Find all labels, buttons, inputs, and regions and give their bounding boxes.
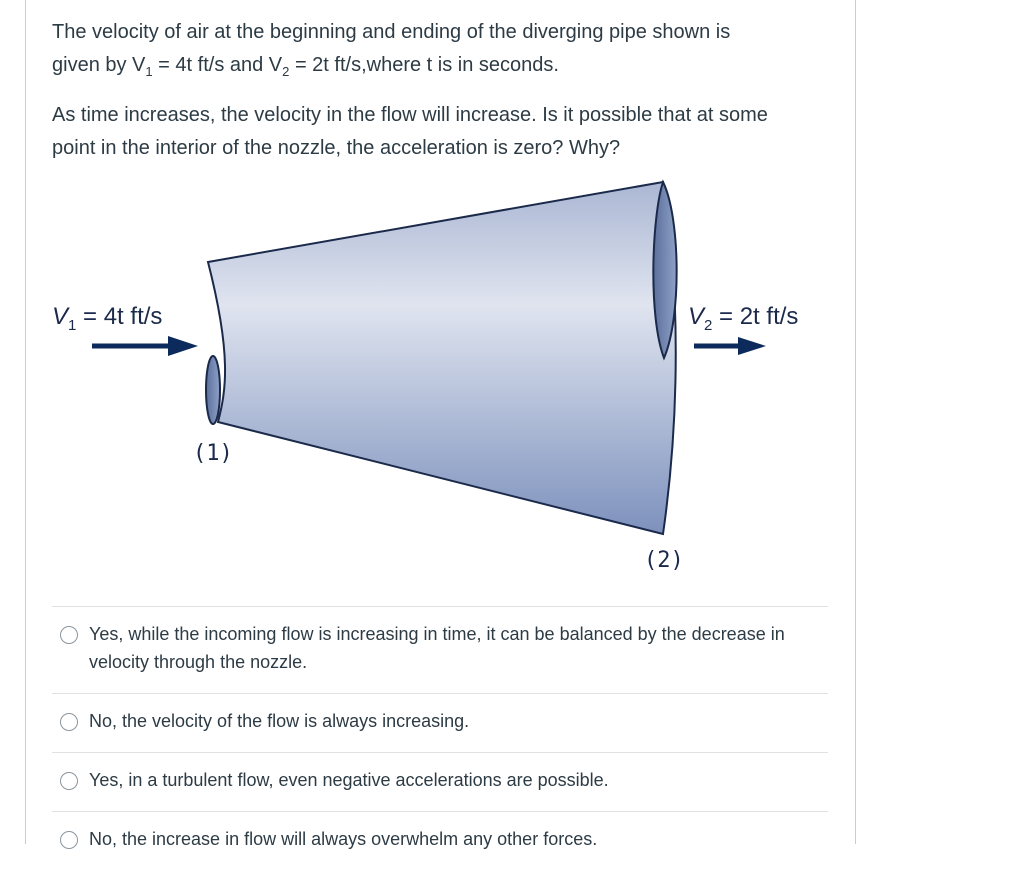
answer-option[interactable] — [52, 811, 828, 870]
answer-list — [52, 606, 828, 870]
question-line-1: The velocity of air at the beginning and ending of the diverging pipe shown is — [52, 21, 731, 43]
pipe-body — [208, 182, 676, 534]
diverging-pipe-figure — [40, 176, 840, 586]
question-intro — [52, 16, 812, 88]
v1-subscript: 1 — [145, 64, 153, 79]
radio-button[interactable] — [60, 772, 78, 790]
question-line-2-mid: = 4t ft/s and V — [152, 54, 283, 76]
answer-label: Yes, while the incoming flow is increasing in time, it can be balanced by the decrease in velocity through the nozzle. — [89, 624, 785, 672]
question-prompt: As time increases, the velocity in the flow will increase. Is it possible that at some point in the interior of the nozzle, the acceleration is zero? Why? — [52, 104, 768, 159]
v2-label: $V_2 = 2t$ ft/s — [688, 303, 799, 334]
outlet-flow-arrow-icon — [694, 337, 766, 355]
section-1-label: (1) — [193, 441, 233, 466]
inlet-flow-arrow-icon — [92, 336, 198, 356]
radio-button[interactable] — [60, 831, 78, 849]
section-2-label: (2) — [644, 548, 684, 573]
answer-label: Yes, in a turbulent flow, even negative accelerations are possible. — [89, 770, 609, 790]
answer-label: No, the velocity of the flow is always increasing. — [89, 711, 470, 731]
inlet-opening — [206, 356, 220, 424]
answer-option[interactable] — [52, 693, 828, 752]
v2-subscript: 2 — [282, 64, 290, 79]
radio-button[interactable] — [60, 626, 78, 644]
answer-label: No, the increase in flow will always overwhelm any other forces. — [89, 829, 598, 849]
radio-button[interactable] — [60, 713, 78, 731]
v1-label: $V_1 = 4t$ ft/s — [52, 303, 163, 334]
answer-option[interactable] — [52, 752, 828, 811]
answer-option[interactable] — [52, 606, 828, 693]
question-line-2-prefix: given by V — [52, 54, 146, 76]
question-line-2-suffix: = 2t ft/s,where t is in seconds. — [289, 54, 559, 76]
